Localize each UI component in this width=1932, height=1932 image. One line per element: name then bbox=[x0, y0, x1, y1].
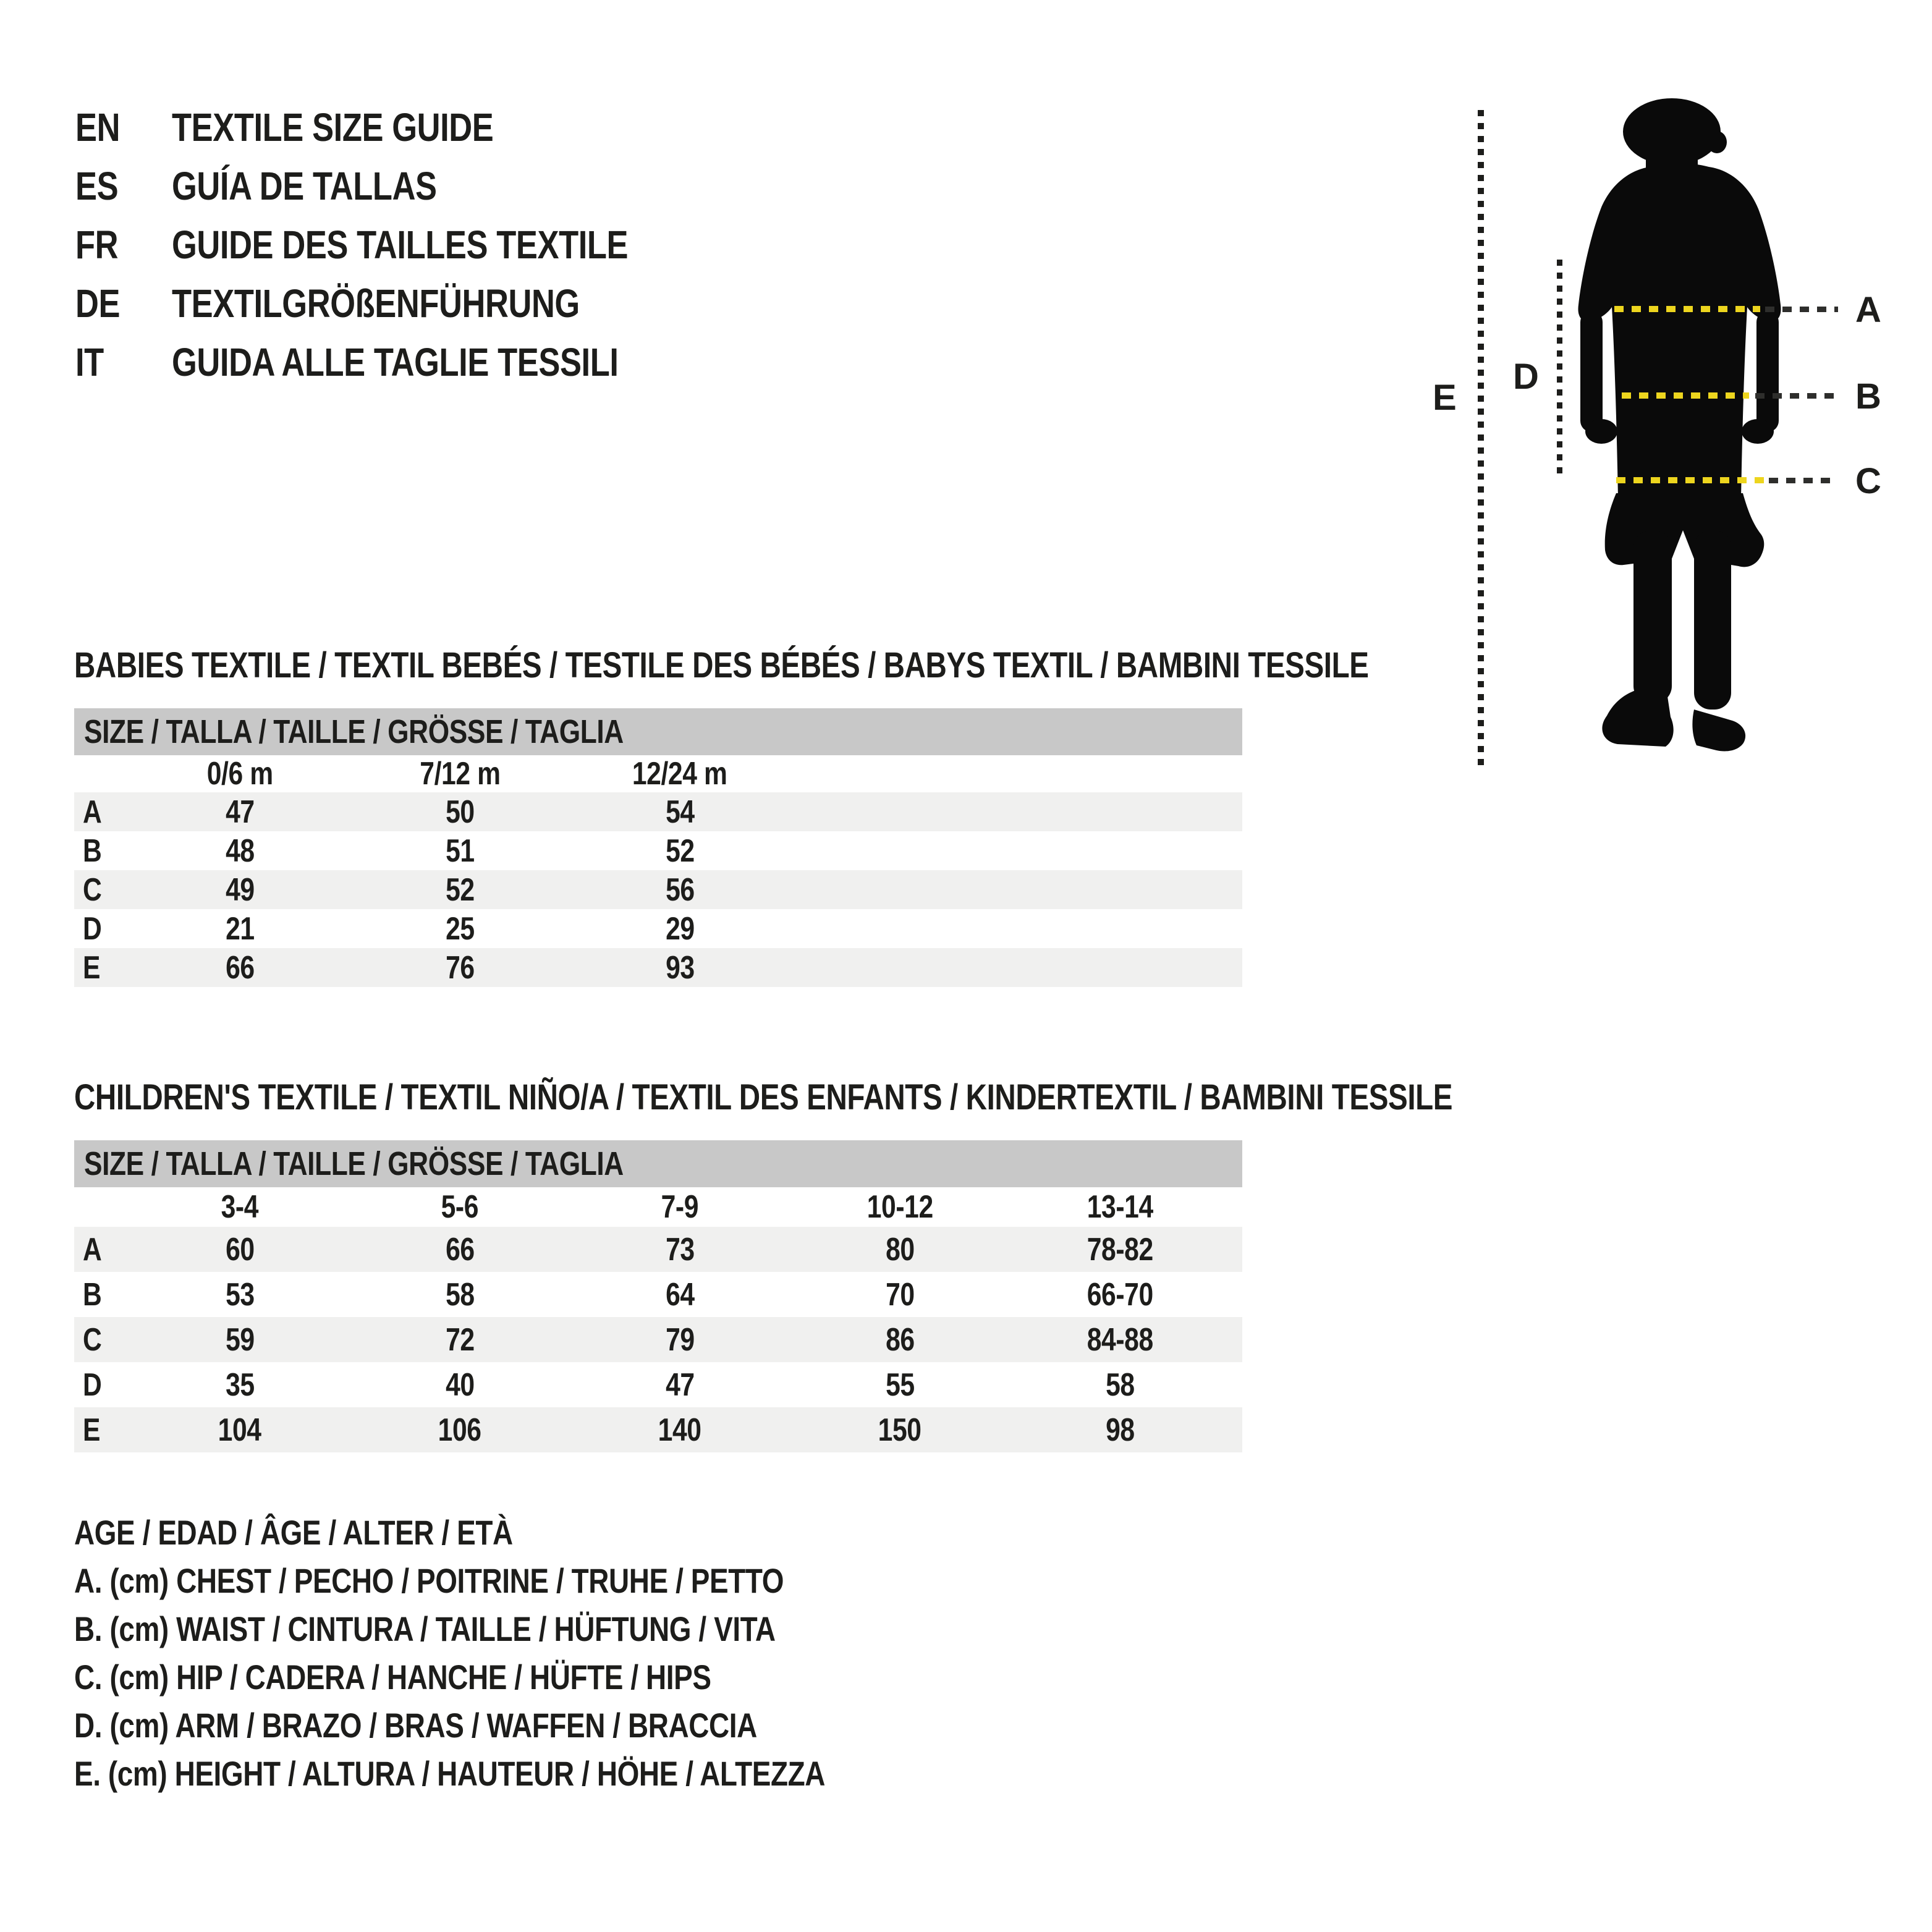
table-cell-text: 106 bbox=[438, 1412, 481, 1448]
table-cell-text: 84-88 bbox=[1087, 1321, 1153, 1358]
table-row-d bbox=[74, 909, 1242, 948]
legend-height-text: E. (cm) HEIGHT / ALTURA / HAUTEUR / HÖHE / ALTEZZA bbox=[74, 1753, 826, 1793]
table-row-c bbox=[74, 870, 1242, 909]
row-label-text: C bbox=[83, 1321, 102, 1358]
table-row-b bbox=[74, 1272, 1242, 1317]
table-cell-text: 59 bbox=[225, 1321, 255, 1358]
table-row-d bbox=[74, 1362, 1242, 1407]
lang-title-text: GUIDA ALLE TAGLIE TESSILI bbox=[172, 339, 619, 384]
children-col-header bbox=[790, 1188, 1010, 1226]
hip-c-label: C bbox=[1855, 461, 1881, 501]
lang-code-text: EN bbox=[75, 104, 121, 150]
table-cell bbox=[130, 1366, 350, 1404]
children-col-header bbox=[350, 1188, 570, 1226]
table-cell-text: 60 bbox=[225, 1231, 255, 1268]
table-cell-text: 73 bbox=[665, 1231, 695, 1268]
table-cell bbox=[350, 1231, 570, 1268]
table-cell bbox=[570, 949, 790, 986]
row-label bbox=[74, 833, 130, 870]
table-cell-text: 104 bbox=[218, 1412, 261, 1448]
table-cell bbox=[130, 910, 350, 947]
children-col-header-text: 10-12 bbox=[866, 1189, 933, 1225]
waist-b-yellow-dash bbox=[1622, 392, 1749, 399]
lang-code-text: FR bbox=[75, 222, 119, 267]
table-cell bbox=[570, 871, 790, 909]
table-cell bbox=[350, 794, 570, 831]
babies-section-title-text: BABIES TEXTILE / TEXTIL BEBÉS / TESTILE DES BÉBÉS / BABYS TEXTIL / BAMBINI TESSILE bbox=[74, 645, 1369, 685]
silhouette-right-hand bbox=[1742, 419, 1774, 444]
table-cell bbox=[350, 1412, 570, 1449]
silhouette-tee bbox=[1578, 163, 1781, 498]
babies-col-header-text: 12/24 m bbox=[632, 756, 727, 792]
silhouette-shorts bbox=[1605, 493, 1765, 567]
row-label bbox=[74, 871, 130, 909]
table-cell-text: 47 bbox=[225, 794, 255, 830]
table-cell bbox=[130, 833, 350, 870]
table-cell-text: 40 bbox=[445, 1366, 475, 1403]
babies-col-header-text: 0/6 m bbox=[206, 756, 273, 792]
table-cell-text: 76 bbox=[445, 949, 475, 986]
row-label bbox=[74, 794, 130, 831]
children-col-header-text: 5-6 bbox=[441, 1189, 479, 1225]
table-cell bbox=[1010, 1231, 1230, 1268]
babies-col-header-text: 7/12 m bbox=[419, 756, 501, 792]
table-row-b bbox=[74, 831, 1242, 870]
babies-size-header-bar bbox=[74, 708, 1242, 755]
children-col-header bbox=[1010, 1188, 1230, 1226]
table-cell bbox=[790, 1366, 1010, 1404]
babies-size-table bbox=[74, 708, 1242, 987]
table-cell-text: 25 bbox=[445, 910, 475, 947]
table-cell bbox=[350, 1276, 570, 1313]
row-label bbox=[74, 1366, 130, 1404]
babies-section-title bbox=[74, 645, 1653, 686]
silhouette-left-shoe bbox=[1602, 690, 1673, 747]
table-row-e bbox=[74, 948, 1242, 987]
legend-waist bbox=[74, 1604, 990, 1653]
table-cell bbox=[570, 1412, 790, 1449]
row-label-text: B bbox=[83, 1276, 102, 1313]
children-section-title-text: CHILDREN'S TEXTILE / TEXTIL NIÑO/A / TEXTIL DES ENFANTS / KINDERTEXTIL / BAMBINI TESSILE bbox=[74, 1077, 1453, 1117]
row-label bbox=[74, 1412, 130, 1449]
arm-d-dotted-line bbox=[1557, 260, 1562, 475]
silhouette-right-leg bbox=[1694, 530, 1731, 710]
row-label bbox=[74, 1231, 130, 1268]
silhouette-right-arm bbox=[1756, 311, 1779, 432]
table-cell-text: 49 bbox=[225, 871, 255, 908]
table-cell bbox=[130, 1276, 350, 1313]
children-col-header bbox=[570, 1188, 790, 1226]
row-label-text: E bbox=[83, 949, 101, 986]
table-cell-text: 47 bbox=[665, 1366, 695, 1403]
table-row-e bbox=[74, 1407, 1242, 1452]
table-cell-text: 66 bbox=[445, 1231, 475, 1268]
table-row-a bbox=[74, 792, 1242, 831]
hip-c-yellow-dash bbox=[1616, 477, 1765, 483]
table-cell-text: 35 bbox=[225, 1366, 255, 1403]
lang-code-text: DE bbox=[75, 281, 121, 326]
children-col-header-text: 3-4 bbox=[221, 1189, 259, 1225]
legend-chest-text: A. (cm) CHEST / PECHO / POITRINE / TRUHE / PETTO bbox=[74, 1561, 784, 1600]
lang-title-text: GUIDE DES TAILLES TEXTILE bbox=[172, 222, 629, 267]
table-row-c bbox=[74, 1317, 1242, 1362]
babies-col-header bbox=[350, 755, 570, 792]
table-cell bbox=[790, 1412, 1010, 1449]
table-cell bbox=[130, 1321, 350, 1358]
table-cell-text: 66-70 bbox=[1087, 1276, 1153, 1313]
table-cell bbox=[570, 910, 790, 947]
silhouette-right-shoe bbox=[1692, 710, 1745, 752]
silhouette-ear bbox=[1707, 131, 1727, 153]
table-cell-text: 98 bbox=[1105, 1412, 1135, 1448]
table-cell-text: 86 bbox=[885, 1321, 915, 1358]
table-cell-text: 58 bbox=[1105, 1366, 1135, 1403]
babies-size-header-text: SIZE / TALLA / TAILLE / GRÖSSE / TAGLIA bbox=[84, 713, 624, 750]
silhouette-left-hand bbox=[1585, 419, 1617, 444]
table-cell bbox=[790, 1321, 1010, 1358]
row-label-text: B bbox=[83, 833, 102, 869]
table-cell bbox=[1010, 1321, 1230, 1358]
table-cell-text: 140 bbox=[658, 1412, 701, 1448]
table-cell-text: 72 bbox=[445, 1321, 475, 1358]
arm-d-label: D bbox=[1513, 357, 1539, 397]
legend-waist-text: B. (cm) WAIST / CINTURA / TAILLE / HÜFTUNG / VITA bbox=[74, 1609, 776, 1648]
table-cell bbox=[570, 1366, 790, 1404]
row-label-text: E bbox=[83, 1412, 101, 1448]
legend-arm bbox=[74, 1701, 990, 1749]
children-column-header-row bbox=[74, 1187, 1242, 1227]
children-size-header-bar bbox=[74, 1140, 1242, 1187]
table-cell-text: 56 bbox=[665, 871, 695, 908]
lang-title-text: GUÍA DE TALLAS bbox=[172, 163, 437, 208]
table-cell bbox=[130, 949, 350, 986]
row-label-text: D bbox=[83, 910, 102, 947]
legend-age bbox=[74, 1508, 990, 1556]
table-cell bbox=[350, 910, 570, 947]
table-cell-text: 52 bbox=[445, 871, 475, 908]
table-cell bbox=[1010, 1412, 1230, 1449]
row-label bbox=[74, 1276, 130, 1313]
table-cell bbox=[570, 1321, 790, 1358]
table-cell bbox=[1010, 1366, 1230, 1404]
table-cell bbox=[350, 949, 570, 986]
table-cell bbox=[130, 1412, 350, 1449]
table-cell bbox=[350, 833, 570, 870]
chest-a-label: A bbox=[1855, 290, 1881, 330]
legend-hip-text: C. (cm) HIP / CADERA / HANCHE / HÜFTE / HIPS bbox=[74, 1657, 711, 1697]
table-cell bbox=[130, 794, 350, 831]
row-label-text: D bbox=[83, 1366, 102, 1403]
table-cell bbox=[790, 1231, 1010, 1268]
legend-age-text: AGE / EDAD / ÂGE / ALTER / ETÀ bbox=[74, 1512, 513, 1552]
waist-b-dark-dash bbox=[1755, 393, 1838, 399]
table-cell-text: 66 bbox=[225, 949, 255, 986]
children-col-header-text: 7-9 bbox=[661, 1189, 699, 1225]
table-cell-text: 29 bbox=[665, 910, 695, 947]
table-cell-text: 53 bbox=[225, 1276, 255, 1313]
children-col-header bbox=[130, 1188, 350, 1226]
row-label-text: A bbox=[83, 794, 102, 830]
table-cell-text: 50 bbox=[445, 794, 475, 830]
hip-c-dark-dash bbox=[1769, 478, 1838, 483]
table-cell-text: 150 bbox=[878, 1412, 922, 1448]
babies-col-header bbox=[130, 755, 350, 792]
table-cell-text: 58 bbox=[445, 1276, 475, 1313]
table-cell-text: 80 bbox=[885, 1231, 915, 1268]
row-label-text: A bbox=[83, 1231, 102, 1268]
chest-a-dark-dash bbox=[1765, 307, 1838, 312]
table-cell bbox=[1010, 1276, 1230, 1313]
table-cell-text: 48 bbox=[225, 833, 255, 869]
row-label-text: C bbox=[83, 871, 102, 908]
table-cell bbox=[350, 1366, 570, 1404]
row-label bbox=[74, 910, 130, 947]
children-size-table bbox=[74, 1140, 1242, 1452]
table-cell-text: 78-82 bbox=[1087, 1231, 1153, 1268]
children-size-header-text: SIZE / TALLA / TAILLE / GRÖSSE / TAGLIA bbox=[84, 1145, 624, 1182]
table-cell-text: 51 bbox=[445, 833, 475, 869]
children-col-header-text: 13-14 bbox=[1087, 1189, 1153, 1225]
chest-a-yellow-dash bbox=[1614, 306, 1760, 312]
table-cell-text: 64 bbox=[665, 1276, 695, 1313]
lang-code-text: IT bbox=[75, 339, 104, 384]
legend-height bbox=[74, 1749, 990, 1797]
table-cell-text: 21 bbox=[225, 910, 255, 947]
row-label bbox=[74, 1321, 130, 1358]
measurement-legend bbox=[74, 1508, 990, 1797]
table-cell-text: 70 bbox=[885, 1276, 915, 1313]
lang-title-text: TEXTILE SIZE GUIDE bbox=[172, 104, 494, 150]
lang-code-text: ES bbox=[75, 163, 119, 208]
legend-hip bbox=[74, 1653, 990, 1701]
table-cell bbox=[570, 833, 790, 870]
table-cell bbox=[130, 1231, 350, 1268]
table-cell bbox=[570, 1231, 790, 1268]
table-cell-text: 54 bbox=[665, 794, 695, 830]
table-row-a bbox=[74, 1227, 1242, 1272]
legend-chest bbox=[74, 1556, 990, 1604]
table-cell-text: 55 bbox=[885, 1366, 915, 1403]
silhouette-left-arm bbox=[1580, 311, 1603, 432]
legend-arm-text: D. (cm) ARM / BRAZO / BRAS / WAFFEN / BRACCIA bbox=[74, 1705, 757, 1745]
babies-column-header-row bbox=[74, 755, 1242, 792]
children-section-title bbox=[74, 1077, 1755, 1118]
table-cell bbox=[570, 794, 790, 831]
height-e-label: E bbox=[1433, 378, 1457, 418]
row-label bbox=[74, 949, 130, 986]
table-cell-text: 52 bbox=[665, 833, 695, 869]
lang-title-text: TEXTILGRÖßENFÜHRUNG bbox=[172, 281, 580, 326]
table-cell bbox=[350, 1321, 570, 1358]
table-cell bbox=[790, 1276, 1010, 1313]
table-cell bbox=[350, 871, 570, 909]
babies-col-header bbox=[570, 755, 790, 792]
table-cell bbox=[130, 871, 350, 909]
table-cell-text: 79 bbox=[665, 1321, 695, 1358]
table-cell bbox=[570, 1276, 790, 1313]
waist-b-label: B bbox=[1855, 376, 1881, 417]
table-cell-text: 93 bbox=[665, 949, 695, 986]
